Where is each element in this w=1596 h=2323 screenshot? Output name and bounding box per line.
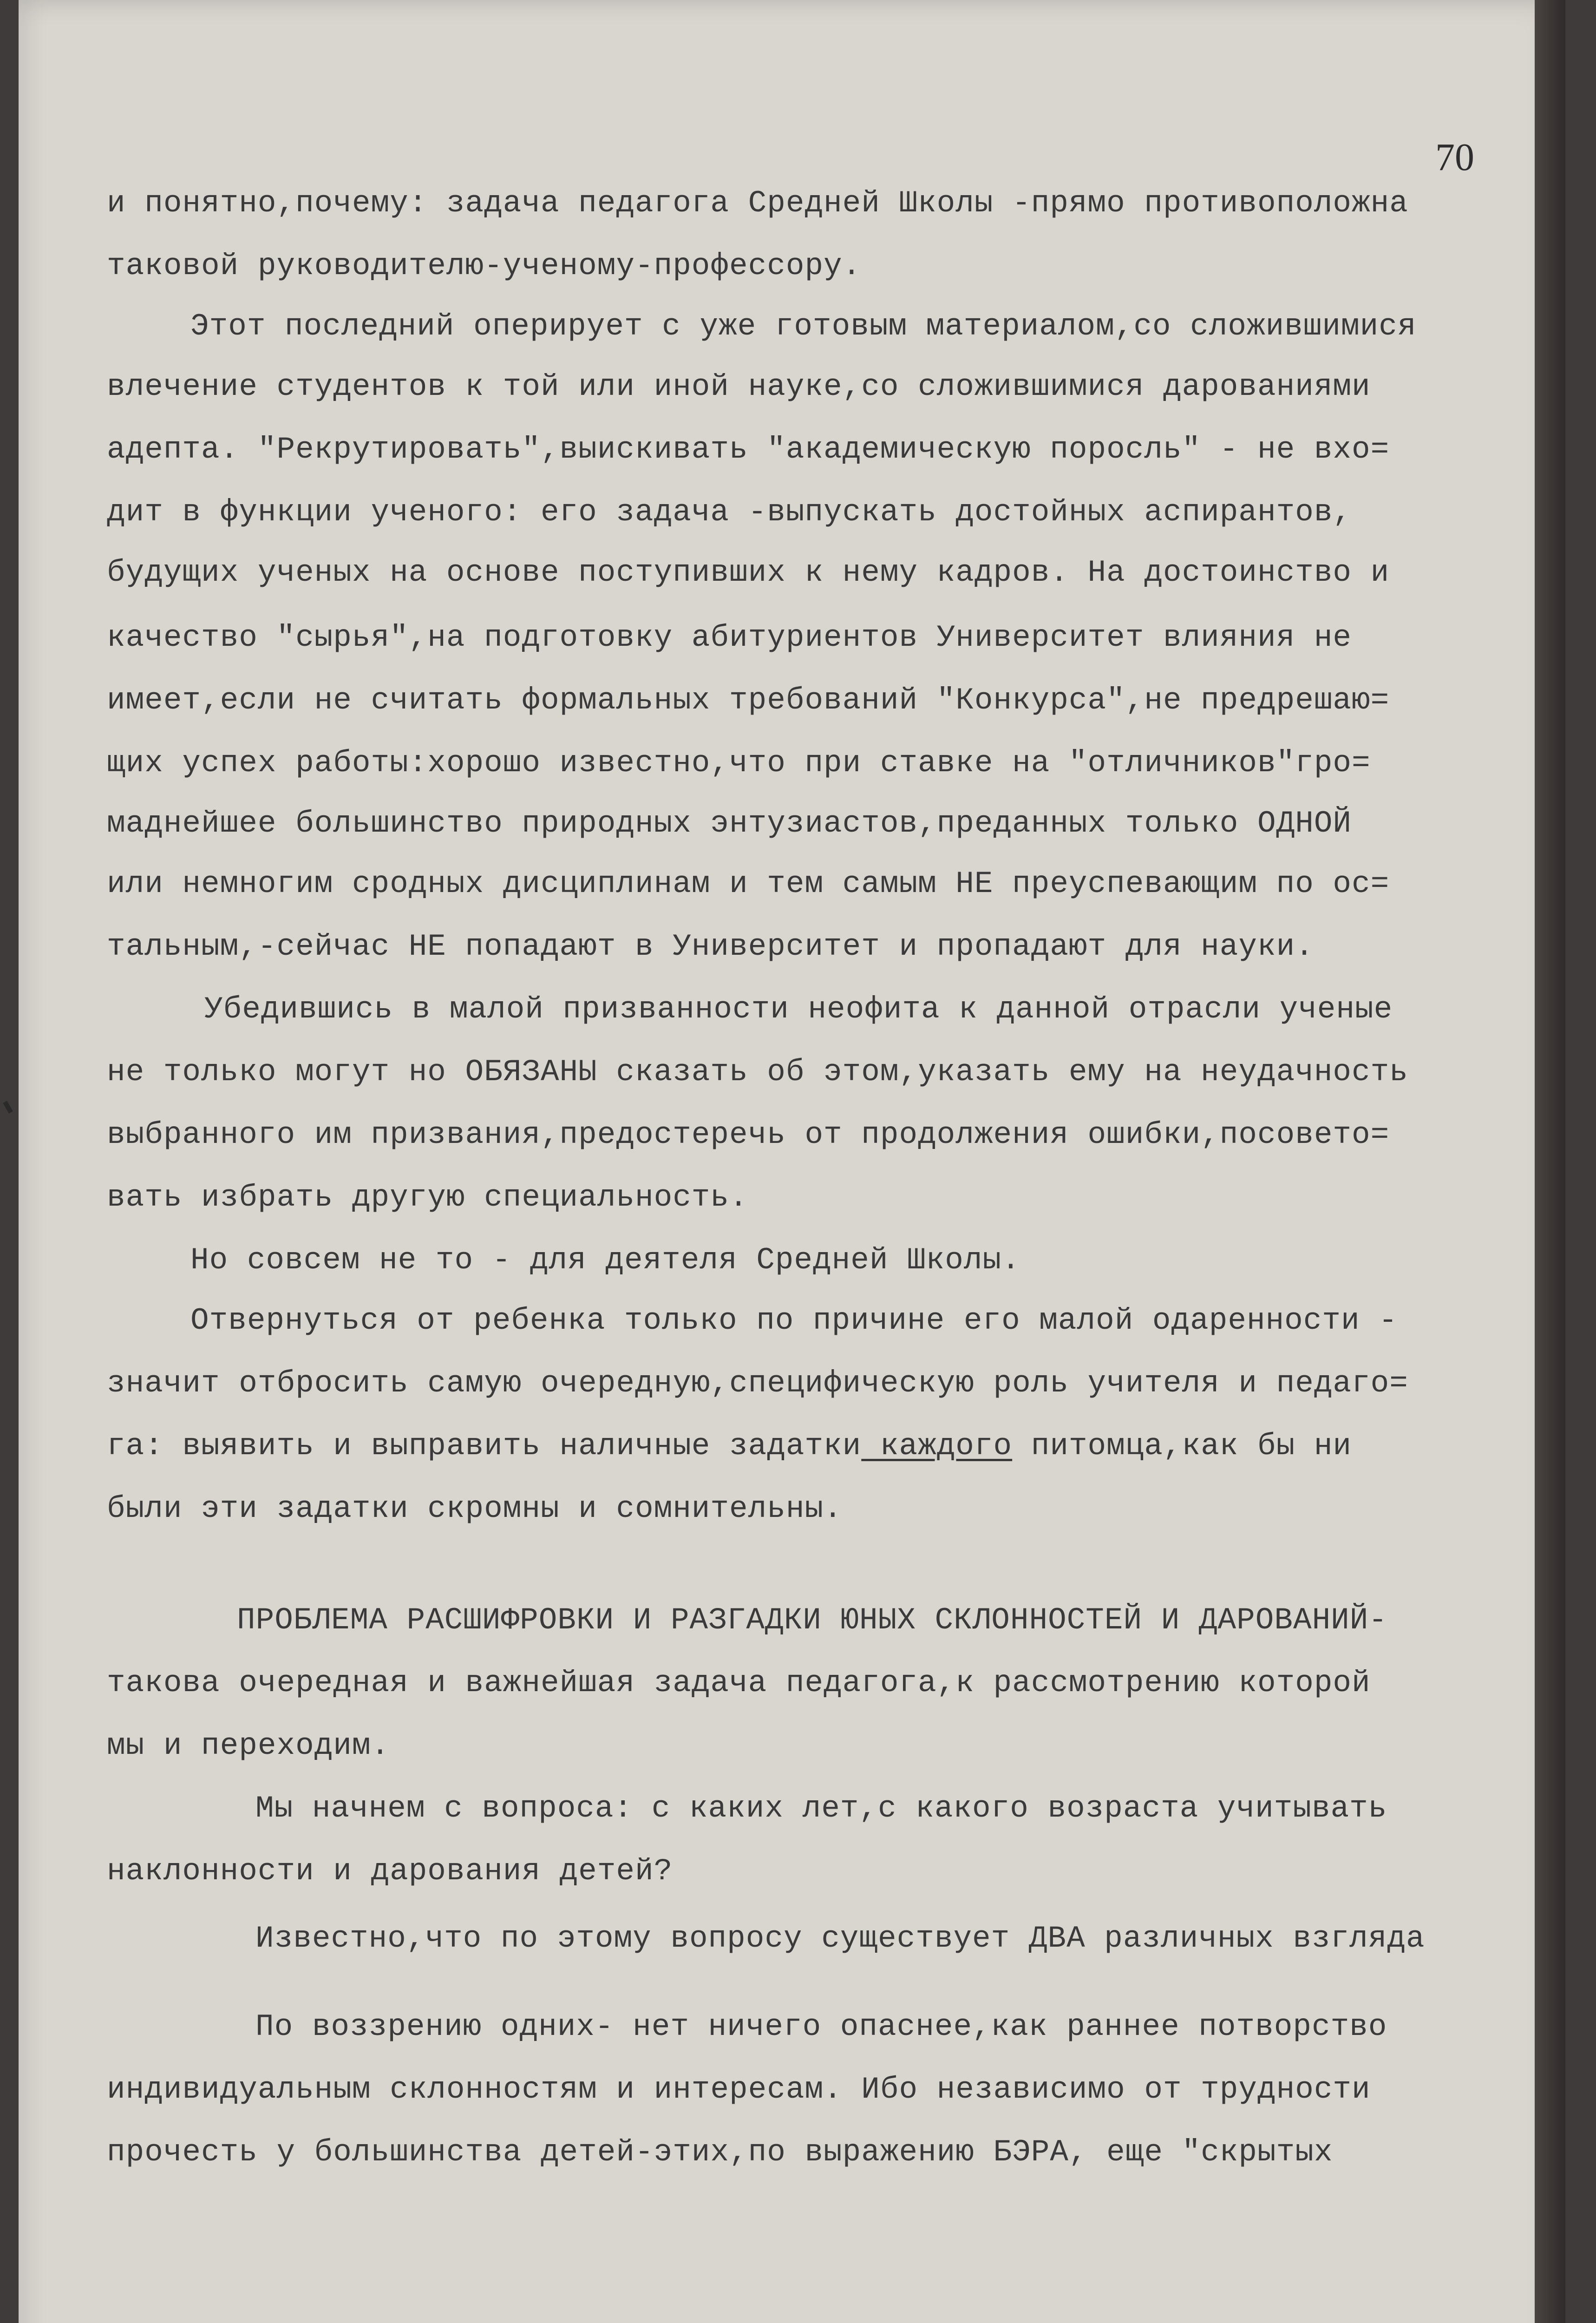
text-line: Мы начнем с вопроса: с каких лет,с какого возраста учитывать	[255, 1791, 1387, 1826]
text-line: Но совсем не то - для деятеля Средней Школы.	[190, 1243, 1020, 1278]
section-heading: ПРОБЛЕМА РАСШИФРОВКИ И РАЗГАДКИ ЮНЫХ СКЛОННОСТЕЙ И ДАРОВАНИЙ-	[237, 1603, 1387, 1638]
text-line: Отвернуться от ребенка только по причине его малой одаренности -	[190, 1303, 1398, 1338]
text-line: Этот последний оперирует с уже готовым материалом,со сложившимися	[190, 309, 1417, 344]
text-line: и понятно,почему: задача педагога Средней Школы -прямо противоположна	[107, 186, 1408, 221]
text-line: По воззрению одних- нет ничего опаснее,как раннее потворство	[255, 2009, 1387, 2044]
text-line	[107, 1431, 1352, 1462]
text-line: значит отбросить самую очередную,специфическую роль учителя и педаго=	[107, 1366, 1408, 1401]
text-line: имеет,если не считать формальных требований "Конкурса",не предрешаю=	[107, 683, 1390, 718]
text-line: Известно,что по этому вопросу существует ДВА различных взгляда	[255, 1921, 1425, 1956]
text-line: выбранного им призвания,предостеречь от продолжения ошибки,посовето=	[107, 1117, 1390, 1152]
text-line: были эти задатки скромны и сомнительны.	[107, 1491, 843, 1526]
text-line: влечение студентов к той или иной науке,со сложившимися дарованиями	[107, 369, 1371, 404]
text-line: или немногим сродных дисциплинам и тем самым НЕ преуспевающим по ос=	[107, 866, 1390, 901]
page-number: 70	[1435, 136, 1474, 179]
text-line: мы и переходим.	[107, 1728, 390, 1763]
typewritten-page	[19, 0, 1565, 2323]
text-line: прочесть у большинства детей-этих,по выражению БЭРА, еще "скрытых	[107, 2135, 1333, 2170]
text-line: Убедившись в малой призванности неофита к данной отрасли ученые	[204, 992, 1393, 1027]
text-line: тальным,-сейчас НЕ попадают в Университет и пропадают для науки.	[107, 929, 1314, 964]
text-line: вать избрать другую специальность.	[107, 1180, 748, 1215]
text-line: щих успех работы:хорошо известно,что при ставке на "отличников"гро=	[107, 746, 1371, 781]
text-line: индивидуальным склонностям и интересам. Ибо независимо от трудности	[107, 2072, 1371, 2107]
margin-mark	[3, 1101, 13, 1114]
underlined-word: каждого	[861, 1429, 1013, 1463]
text-line: дит в функции ученого: его задача -выпускать достойных аспирантов,	[107, 495, 1352, 530]
text-fragment: га: выявить и выправить наличные задатки	[107, 1429, 862, 1463]
text-fragment: питомца,как бы ни	[1012, 1429, 1352, 1463]
text-line: будущих ученых на основе поступивших к нему кадров. На достоинство и	[107, 555, 1390, 590]
text-line: качество "сырья",на подготовку абитуриентов Университет влияния не	[107, 620, 1352, 655]
text-line: наклонности и дарования детей?	[107, 1854, 673, 1889]
text-line: адепта. "Рекрутировать",выискивать "академическую поросль" - не вхо=	[107, 432, 1390, 467]
text-line: маднейшее большинство природных энтузиастов,преданных только ОДНОЙ	[107, 806, 1352, 841]
text-line: такова очередная и важнейшая задача педагога,к рассмотрению которой	[107, 1666, 1371, 1700]
page-edge-shadow	[1535, 0, 1565, 2323]
text-line: таковой руководителю-ученому-профессору.	[107, 249, 862, 283]
text-line: не только могут но ОБЯЗАНЫ сказать об этом,указать ему на неудачность	[107, 1055, 1408, 1089]
